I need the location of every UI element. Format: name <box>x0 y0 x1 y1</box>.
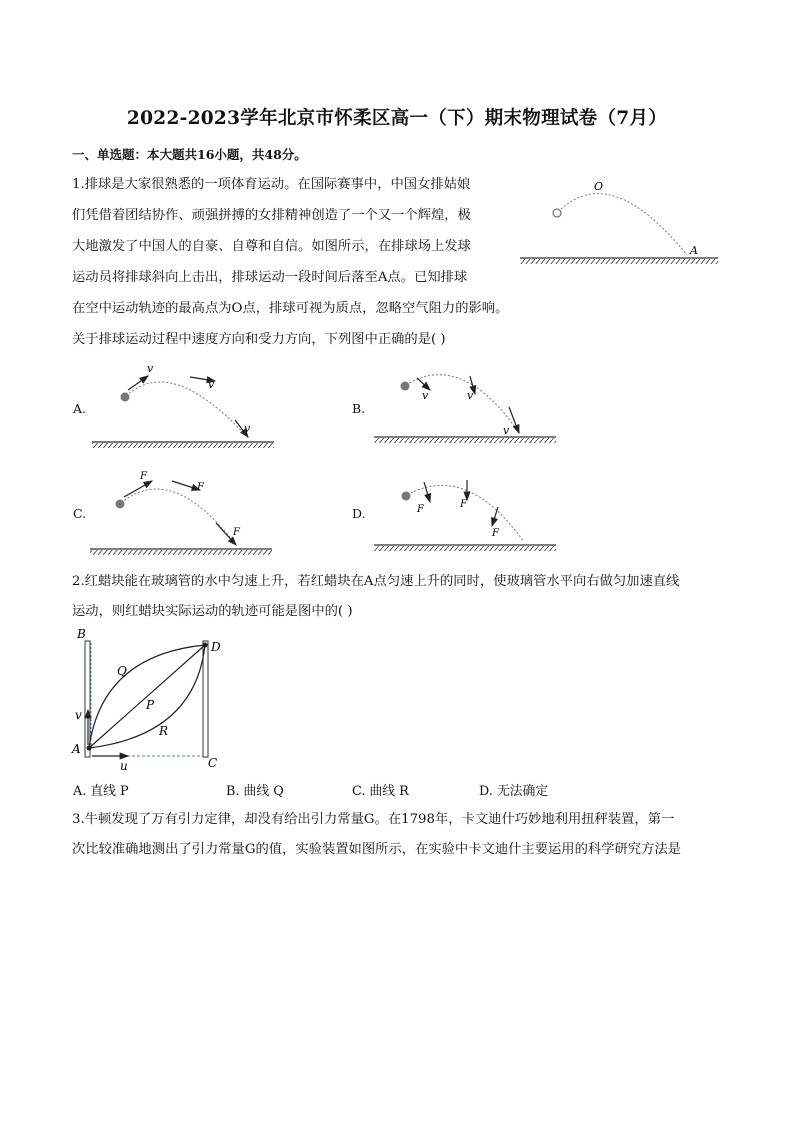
label-a: A <box>690 244 698 257</box>
q2-line-1: 2.红蜡块能在玻璃管的水中匀速上升，若红蜡块在A点匀速上升的同时，使玻璃管水平向右做匀加速直线 <box>72 574 680 589</box>
q1-line-5: 在空中运动轨迹的最高点为O点，排球可视为质点，忽略空气阻力的影响。 <box>72 301 509 316</box>
vec-label: F <box>417 504 424 515</box>
label-o: O <box>594 180 604 193</box>
label-r: R <box>159 724 169 738</box>
q2-figure <box>70 625 230 775</box>
velocity-arrow <box>128 376 148 390</box>
exam-title: 2022-2023学年北京市怀柔区高一（下）期末物理试卷（7月） <box>126 108 668 129</box>
label-q: Q <box>117 664 127 678</box>
force-arrow <box>172 481 200 490</box>
q2-option-c[interactable]: C. 曲线 R <box>352 784 409 799</box>
ball <box>116 500 125 509</box>
option-d-label[interactable]: D. <box>352 506 366 521</box>
q3-line-1: 3.牛顿发现了万有引力定律，却没有给出引力常量G。在1798年，卡文迪什巧妙地利用扭秤装置，第一 <box>72 812 675 827</box>
force-arrow <box>424 482 430 502</box>
q1-line-3: 大地激发了中国人的自豪、自尊和自信。如图所示，在排球场上发球 <box>72 239 471 254</box>
q2-option-b[interactable]: B. 曲线 Q <box>226 784 284 799</box>
q1-line-1: 1.排球是大家很熟悉的一项体育运动。在国际赛事中，中国女排姑娘 <box>72 177 471 192</box>
option-c-label[interactable]: C. <box>73 506 87 521</box>
ball <box>553 209 561 217</box>
ground-hatch <box>520 259 718 264</box>
q2-line-2: 运动，则红蜡块实际运动的轨迹可能是图中的( ) <box>72 604 353 619</box>
vec-label: F <box>460 499 467 510</box>
q1-line-2: 们凭借着团结协作、顽强拼搏的女排精神创造了一个又一个辉煌，极 <box>72 208 471 223</box>
q3-line-2: 次比较准确地测出了引力常量G的值，实验装置如图所示，在实验中卡文迪什主要运用的科学研究方法是 <box>72 842 681 857</box>
vec-label: F <box>233 527 240 538</box>
option-a-figure[interactable] <box>90 362 280 452</box>
option-b-figure[interactable] <box>372 362 562 452</box>
option-b-label[interactable]: B. <box>352 401 366 416</box>
label-a: A <box>72 742 81 756</box>
vec-label: v <box>244 422 251 435</box>
right-tube <box>203 641 208 757</box>
force-arrow <box>124 481 152 497</box>
vec-label: v <box>422 389 429 402</box>
label-c: C <box>208 756 218 770</box>
option-c-figure[interactable] <box>88 465 278 557</box>
q1-line-6: 关于排球运动过程中速度方向和受力方向，下列图中正确的是( ) <box>72 332 446 347</box>
force-arrow <box>492 507 498 526</box>
section-heading: 一、单选题：本大题共16小题，共48分。 <box>72 147 307 162</box>
option-d-figure[interactable] <box>372 470 562 555</box>
label-b: B <box>77 627 86 641</box>
q2-option-a[interactable]: A. 直线 P <box>73 784 129 799</box>
vec-label: v <box>467 389 474 402</box>
vec-label: F <box>492 528 499 539</box>
q2-option-d[interactable]: D. 无法确定 <box>479 784 549 799</box>
q1-line-4: 运动员将排球斜向上击出，排球运动一段时间后落至A点。已知排球 <box>72 270 468 285</box>
option-a-label[interactable]: A. <box>73 401 87 416</box>
q1-main-figure <box>515 175 725 270</box>
trajectory-curve <box>558 194 687 255</box>
ball <box>401 382 410 391</box>
label-v: v <box>75 708 82 722</box>
vec-label: v <box>208 378 215 391</box>
velocity-arrow <box>509 407 519 433</box>
vec-label: v <box>147 362 154 375</box>
vec-label: v <box>503 424 510 437</box>
label-u: u <box>120 759 128 773</box>
vec-label: F <box>197 482 204 493</box>
label-p: P <box>146 698 155 712</box>
ball <box>121 393 130 402</box>
ball <box>402 492 411 501</box>
vec-label: F <box>140 471 147 482</box>
label-d: D <box>211 640 221 654</box>
